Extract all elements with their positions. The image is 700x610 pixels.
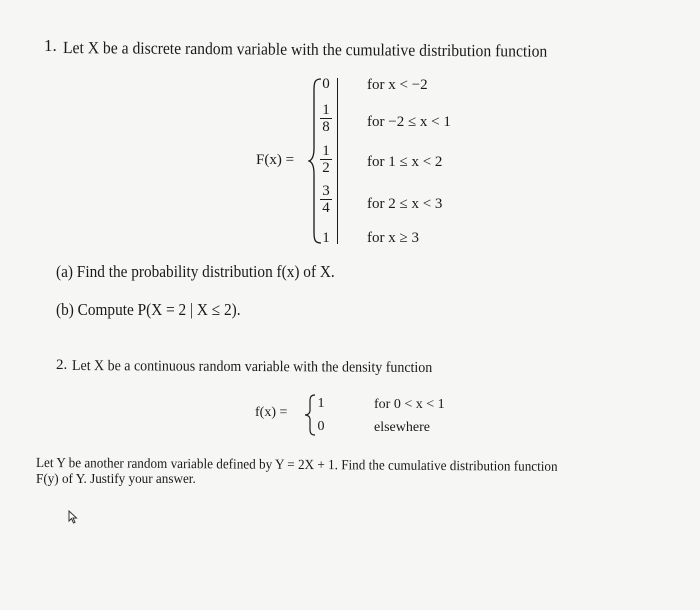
piece-condition: for x ≥ 3 [367,230,419,246]
piece-condition: for 2 ≤ x < 3 [367,196,443,212]
fraction-denominator: 8 [322,119,330,135]
problem-2-intro: Let X be a continuous random variable with the density function [71,358,433,377]
problem-2-number: 2. [56,357,68,373]
piece-value: 1 [322,230,330,246]
piece-condition: for 0 < x < 1 [374,397,445,412]
piece-condition: for 1 ≤ x < 2 [367,154,443,170]
part-b: (b) Compute P(X = 2 | X ≤ 2). [56,300,241,319]
mouse-cursor-icon [68,510,78,524]
piece-value: 0 [317,419,325,434]
problem-2-text-line-1: Let Y be another random variable defined by Y = 2X + 1. Find the cumulative distribution function [35,456,558,475]
part-a: (a) Find the probability distribution f(x) of X. [56,262,335,281]
problem-1-intro: Let X be a discrete random variable with the cumulative distribution function [62,38,548,61]
problem-2-text-line-2: F(y) of Y. Justify your answer. [36,472,196,487]
fraction-denominator: 4 [322,200,330,216]
piece-fraction [316,103,336,134]
fraction-numerator: 1 [322,143,330,159]
fraction-numerator: 1 [322,102,330,118]
piece-condition: elsewhere [374,420,430,435]
density-label: f(x) = [255,405,288,420]
piece-condition: for −2 ≤ x < 1 [367,114,451,130]
piece-fraction [316,184,336,215]
piece-value: 0 [322,76,330,92]
piece-fraction [316,144,336,175]
fraction-numerator: 3 [322,183,330,199]
cdf-label: F(x) = [256,152,295,168]
problem-1-number: 1. [44,36,57,55]
piece-condition: for x < −2 [367,77,428,93]
fraction-denominator: 2 [322,160,330,176]
piecewise-divider [337,78,338,244]
piece-value: 1 [317,396,325,411]
